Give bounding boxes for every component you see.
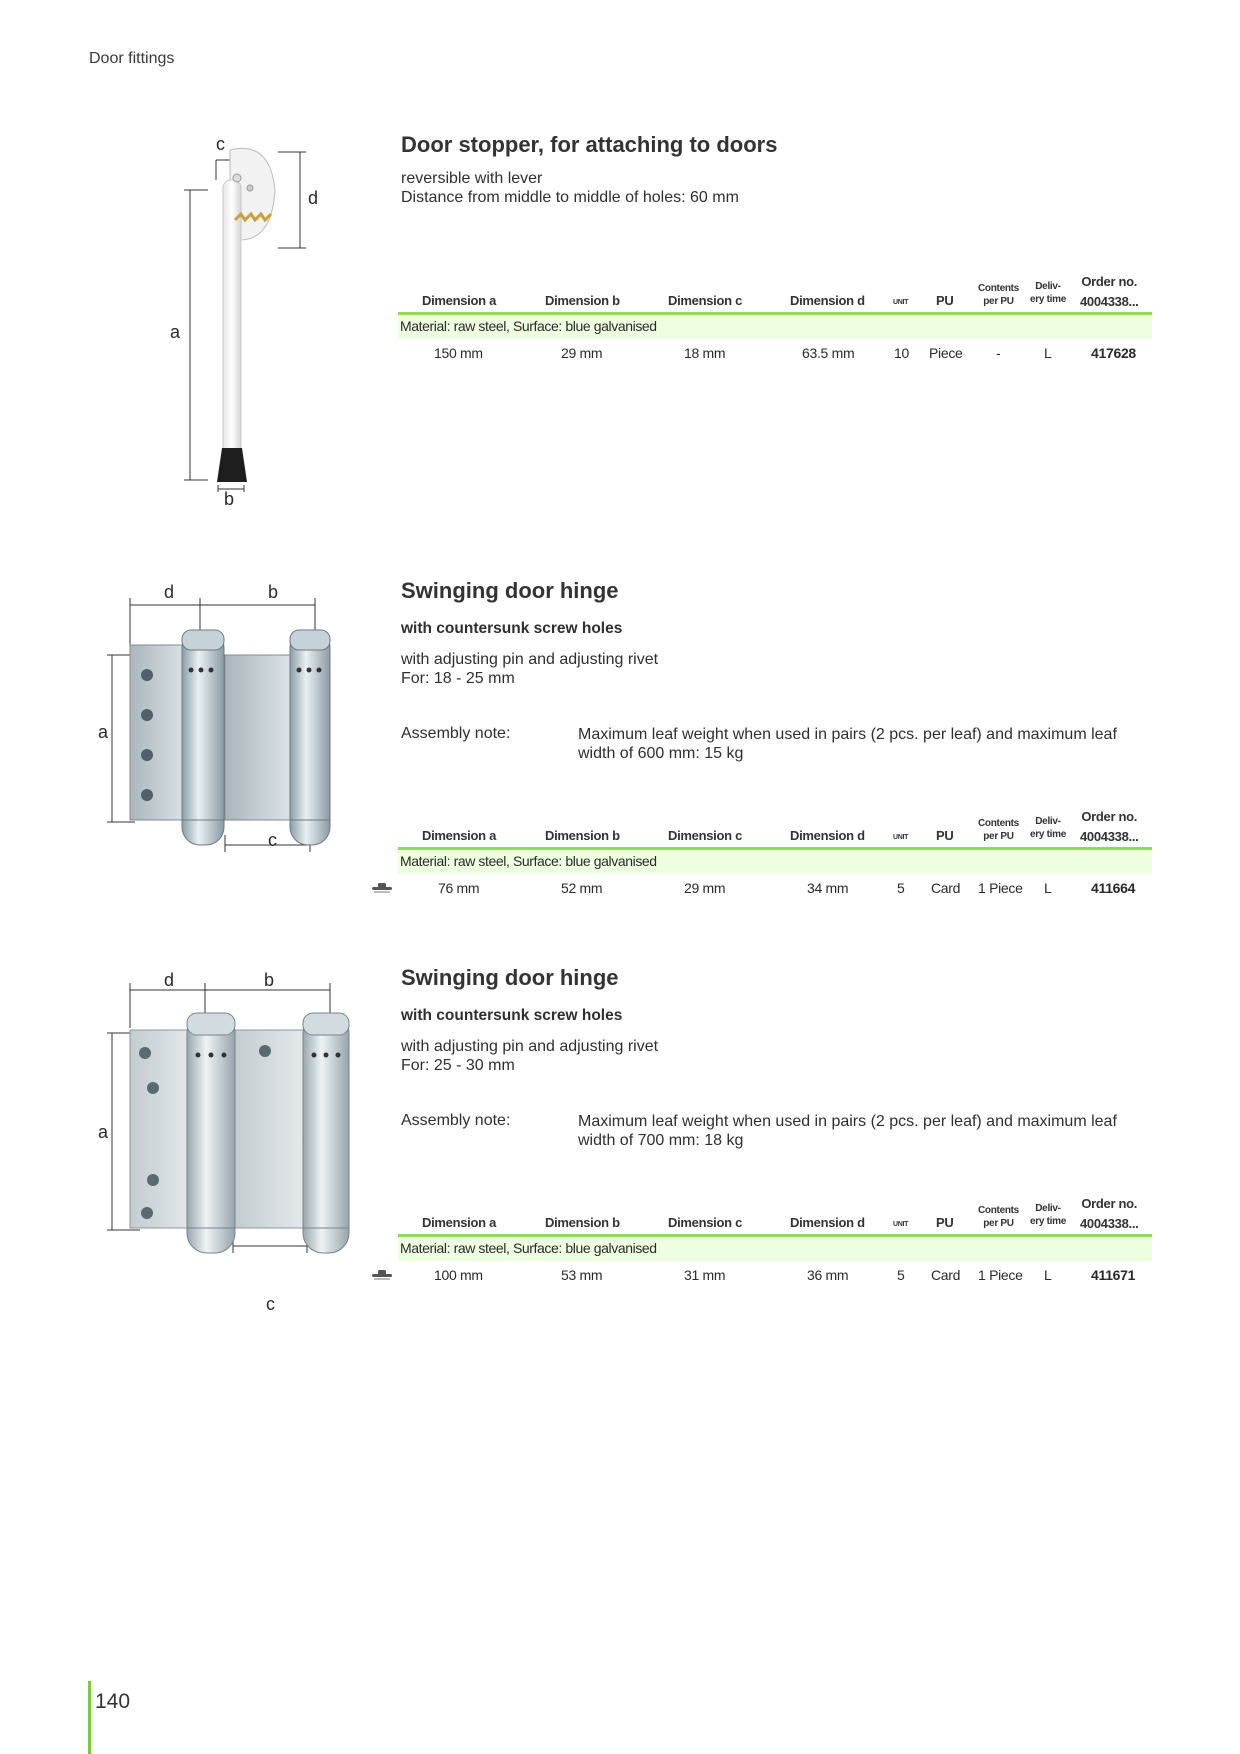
card-pack-icon	[370, 881, 394, 895]
dimension-label-d: d	[308, 188, 319, 208]
product-table	[398, 803, 1152, 913]
col-header-dim-d: Dimension d	[790, 828, 865, 843]
col-header-contents: Contents per PU	[978, 283, 1019, 307]
product-description: For: 25 - 30 mm	[401, 1057, 515, 1074]
product-table	[398, 1190, 1152, 1300]
col-header-delivery: Deliv- ery time	[1030, 816, 1066, 840]
cell-dim-a: 76 mm	[438, 880, 480, 896]
dimension-label-b: b	[224, 489, 235, 509]
cell-dim-c: 31 mm	[684, 1267, 726, 1283]
cell-delivery: L	[1044, 345, 1052, 361]
cell-dim-b: 29 mm	[561, 345, 603, 361]
dimension-label-a: a	[170, 322, 181, 342]
col-header-pu: PU	[936, 828, 954, 843]
col-header-dim-d: Dimension d	[790, 1215, 865, 1230]
cell-dim-c: 29 mm	[684, 880, 726, 896]
cell-pu: Card	[931, 1267, 961, 1283]
dimension-label-b: b	[264, 970, 275, 990]
cell-contents: 1 Piece	[978, 1267, 1023, 1283]
cell-dim-b: 53 mm	[561, 1267, 603, 1283]
swinging-hinge-image	[95, 590, 375, 870]
cell-dim-d: 34 mm	[807, 880, 849, 896]
page-number: 140	[95, 1690, 131, 1713]
material-row: Material: raw steel, Surface: blue galvanised	[398, 1237, 1152, 1261]
product-description: reversible with lever	[401, 170, 543, 187]
col-header-unit: UNIT	[893, 299, 909, 306]
col-header-dim-c: Dimension c	[668, 828, 742, 843]
section-header: Door fittings	[89, 50, 175, 67]
cell-unit: 10	[894, 345, 909, 361]
col-header-unit: UNIT	[893, 834, 909, 841]
cell-contents: 1 Piece	[978, 880, 1023, 896]
product-title: Swinging door hinge	[401, 965, 619, 990]
col-header-dim-b: Dimension b	[545, 828, 620, 843]
cell-order-no[interactable]: 417628	[1091, 345, 1136, 361]
col-header-dim-b: Dimension b	[545, 1215, 620, 1230]
assembly-note-label: Assembly note:	[401, 1112, 511, 1129]
product-description: with adjusting pin and adjusting rivet	[401, 1038, 659, 1055]
cell-order-no[interactable]: 411671	[1091, 1267, 1136, 1283]
cell-dim-d: 63.5 mm	[802, 345, 855, 361]
dimension-label-c: c	[268, 830, 277, 850]
col-header-dim-a: Dimension a	[422, 293, 496, 308]
col-header-unit: UNIT	[893, 1221, 909, 1228]
product-subtitle: with countersunk screw holes	[401, 1007, 623, 1024]
footer-accent-bar	[88, 1681, 91, 1754]
cell-delivery: L	[1044, 1267, 1052, 1283]
cell-delivery: L	[1044, 880, 1052, 896]
cell-dim-a: 100 mm	[434, 1267, 483, 1283]
product-description: For: 18 - 25 mm	[401, 670, 515, 687]
cell-order-no[interactable]: 411664	[1091, 880, 1136, 896]
material-row: Material: raw steel, Surface: blue galvanised	[398, 850, 1152, 874]
col-header-dim-b: Dimension b	[545, 293, 620, 308]
col-header-delivery: Deliv- ery time	[1030, 281, 1066, 305]
product-title: Door stopper, for attaching to doors	[401, 132, 778, 157]
cell-dim-d: 36 mm	[807, 1267, 849, 1283]
col-header-order: Order no. 4004338...	[1080, 809, 1139, 844]
dimension-label-d: d	[164, 582, 175, 602]
col-header-dim-c: Dimension c	[668, 293, 742, 308]
card-pack-icon	[370, 1268, 394, 1282]
product-subtitle: with countersunk screw holes	[401, 620, 623, 637]
col-header-contents: Contents per PU	[978, 818, 1019, 842]
col-header-dim-d: Dimension d	[790, 293, 865, 308]
cell-dim-c: 18 mm	[684, 345, 726, 361]
dimension-label-b: b	[268, 582, 279, 602]
col-header-dim-a: Dimension a	[422, 1215, 496, 1230]
product-table	[398, 268, 1152, 378]
cell-pu: Card	[931, 880, 961, 896]
cell-dim-b: 52 mm	[561, 880, 603, 896]
col-header-pu: PU	[936, 1215, 954, 1230]
dimension-label-a: a	[98, 1122, 109, 1142]
dimension-label-c: c	[266, 1294, 275, 1314]
product-description: with adjusting pin and adjusting rivet	[401, 651, 659, 668]
assembly-note-text: Maximum leaf weight when used in pairs (2 pcs. per leaf) and maximum leaf width of 700 mm: 18 kg	[578, 1113, 1117, 1149]
swinging-hinge-image	[95, 968, 380, 1273]
product-description: Distance from middle to middle of holes: 60 mm	[401, 189, 739, 206]
dimension-label-a: a	[98, 722, 109, 742]
cell-unit: 5	[897, 1267, 905, 1283]
col-header-order: Order no. 4004338...	[1080, 274, 1139, 309]
assembly-note-label: Assembly note:	[401, 725, 511, 742]
col-header-pu: PU	[936, 293, 954, 308]
col-header-order: Order no. 4004338...	[1080, 1196, 1139, 1231]
col-header-contents: Contents per PU	[978, 1205, 1019, 1229]
col-header-dim-c: Dimension c	[668, 1215, 742, 1230]
col-header-dim-a: Dimension a	[422, 828, 496, 843]
col-header-delivery: Deliv- ery time	[1030, 1203, 1066, 1227]
dimension-label-c: c	[216, 134, 225, 154]
cell-dim-a: 150 mm	[434, 345, 483, 361]
material-row: Material: raw steel, Surface: blue galvanised	[398, 315, 1152, 339]
cell-pu: Piece	[929, 345, 963, 361]
assembly-note-text: Maximum leaf weight when used in pairs (2 pcs. per leaf) and maximum leaf width of 600 mm: 15 kg	[578, 726, 1117, 762]
product-title: Swinging door hinge	[401, 578, 619, 603]
cell-unit: 5	[897, 880, 905, 896]
cell-contents: -	[996, 345, 1001, 361]
dimension-label-d: d	[164, 970, 175, 990]
